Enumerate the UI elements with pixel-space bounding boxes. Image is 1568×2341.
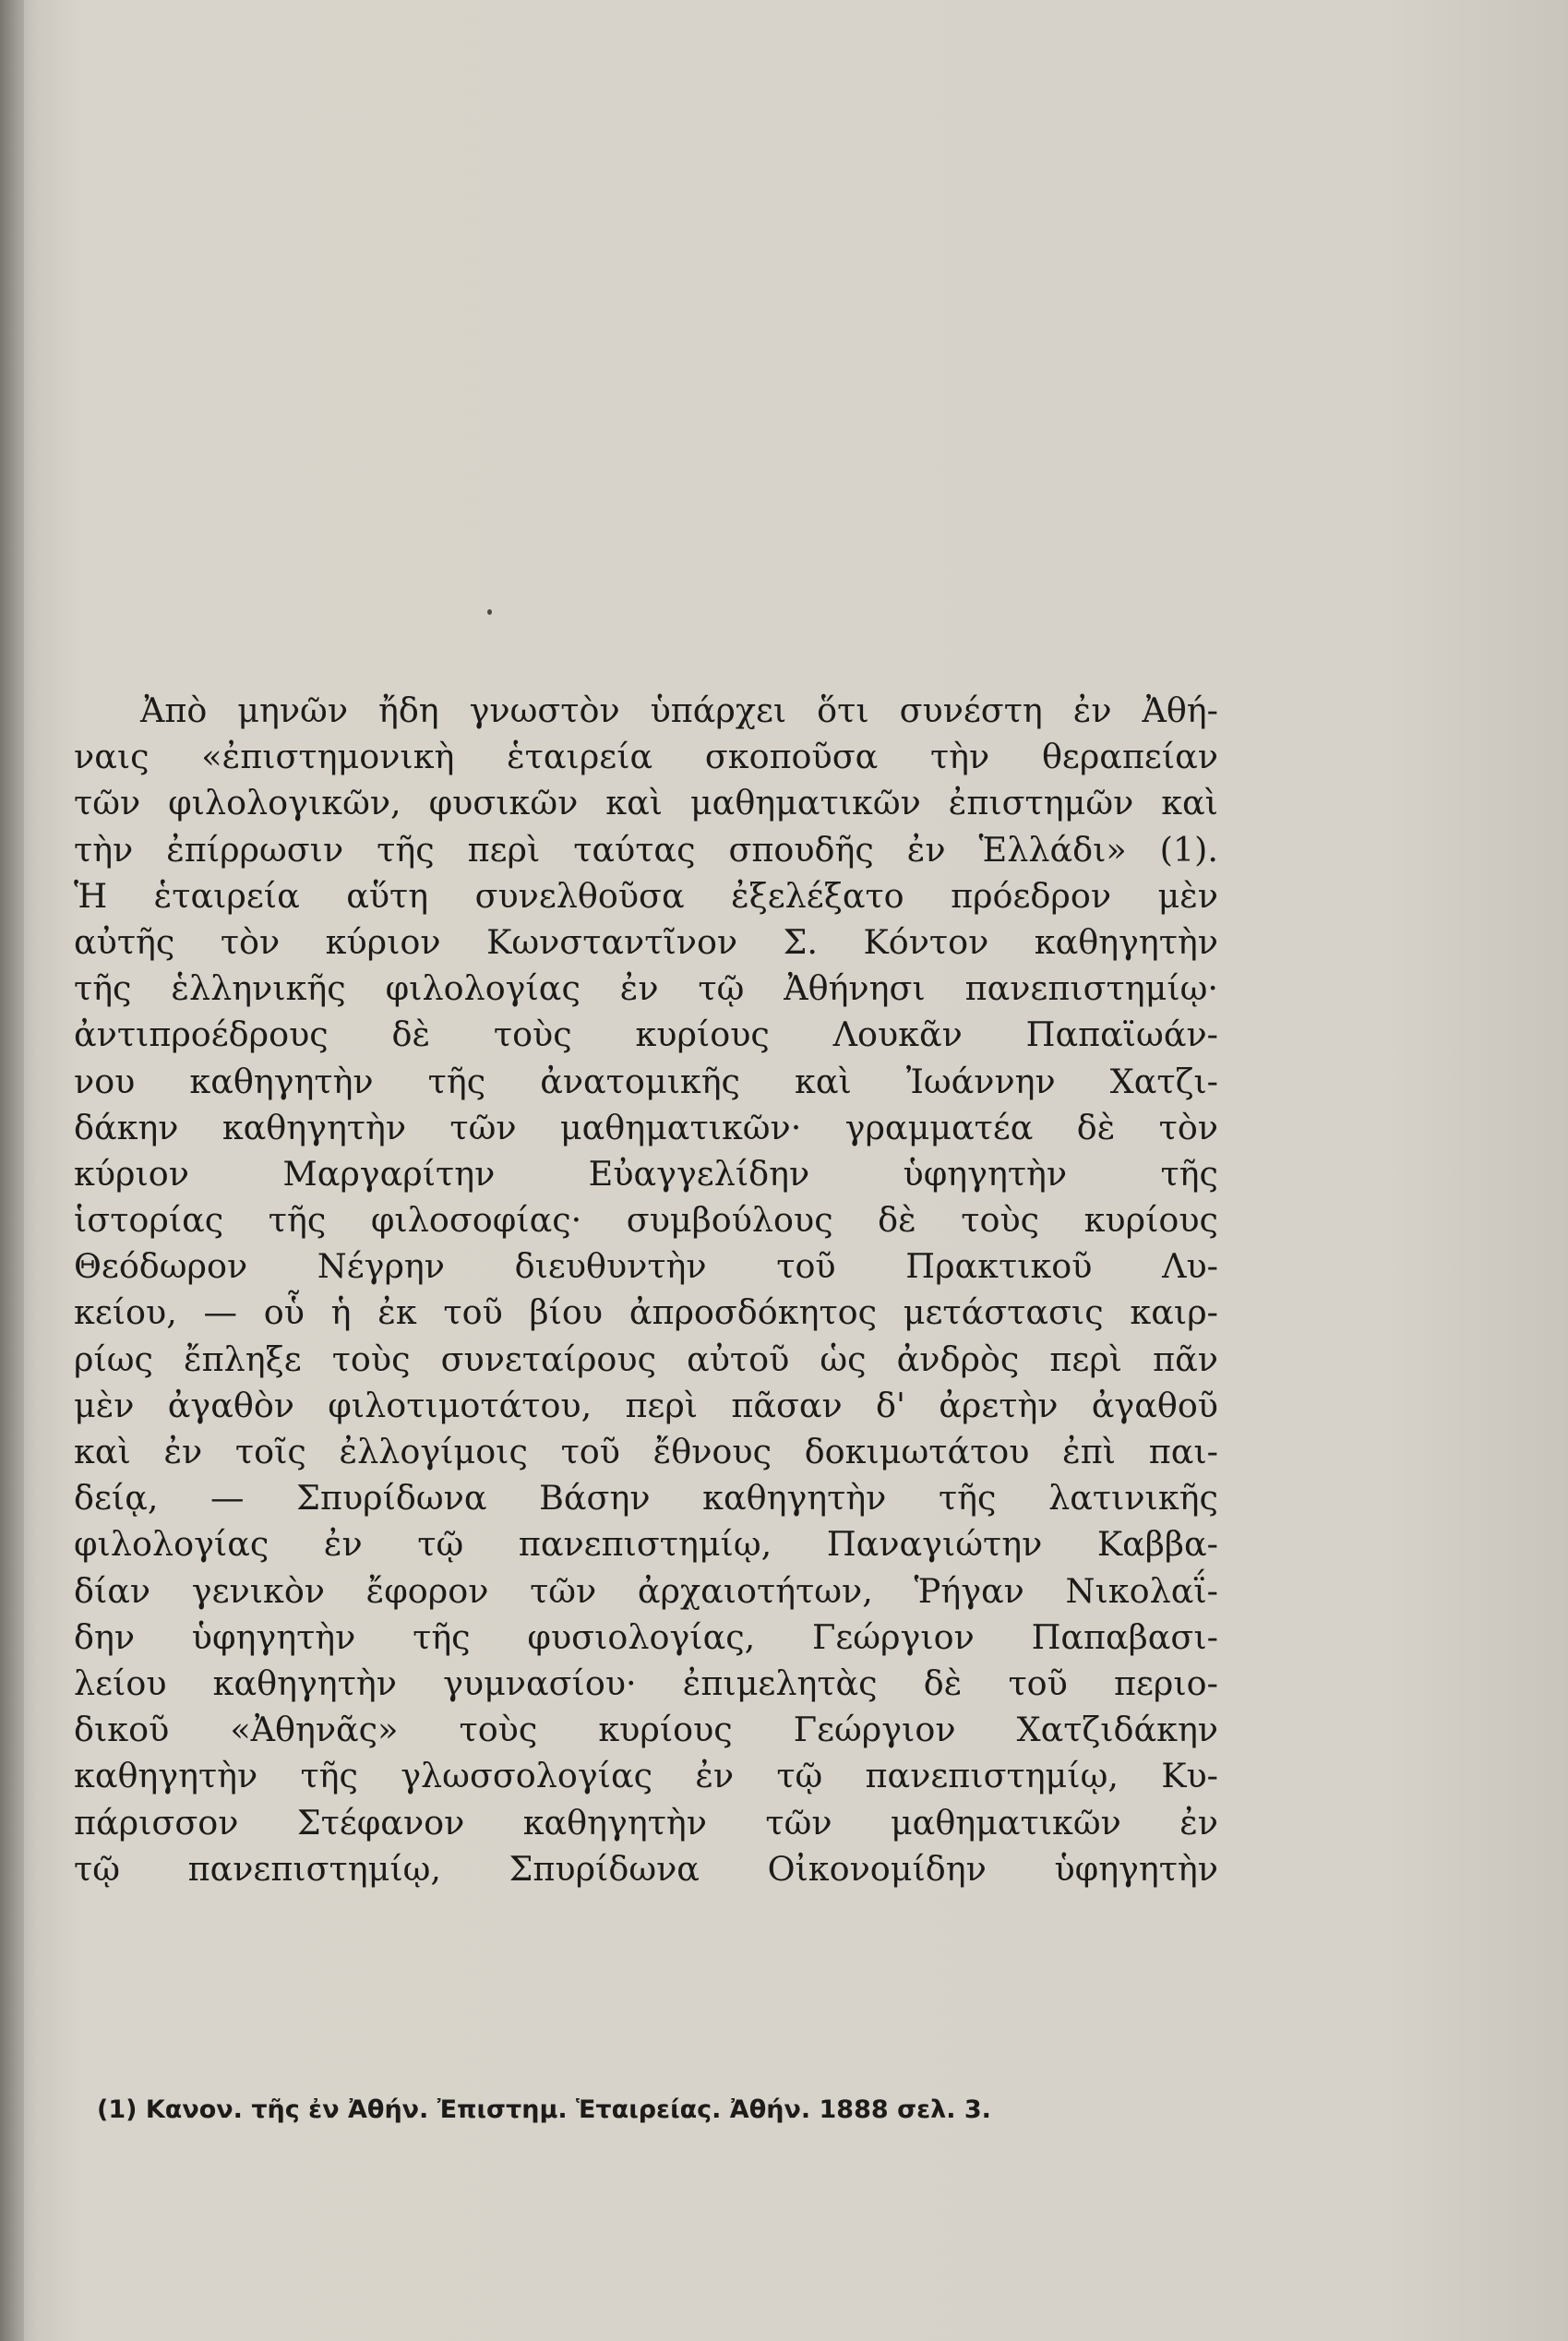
text-line: ἀντιπροέδρους δὲ τοὺς κυρίους Λουκᾶν Παπαϊωάν- — [74, 1014, 1218, 1055]
text-line: δικοῦ «Ἀθηνᾶς» τοὺς κυρίους Γεώργιον Χατζιδάκην — [74, 1710, 1218, 1750]
text-line: νου καθηγητὴν τῆς ἀνατομικῆς καὶ Ἰωάννην Χατζι- — [74, 1061, 1218, 1101]
text-line: τῆς ἑλληνικῆς φιλολογίας ἐν τῷ Ἀθήνησι πανεπιστημίῳ· — [74, 968, 1218, 1009]
text-line: αὐτῆς τὸν κύριον Κωνσταντῖνον Σ. Κόντον καθηγητὴν — [74, 921, 1218, 962]
text-line: λείου καθηγητὴν γυμνασίου· ἐπιμελητὰς δὲ τοῦ περιο- — [74, 1663, 1218, 1703]
text-line: ρίως ἔπληξε τοὺς συνεταίρους αὐτοῦ ὡς ἀνδρὸς περὶ πᾶν — [74, 1339, 1218, 1379]
footnote: (1) Κανον. τῆς ἐν Ἀθήν. Ἐπιστημ. Ἑταιρείας. Ἀθήν. 1888 σελ. 3. — [97, 2095, 991, 2124]
text-line: δάκην καθηγητὴν τῶν μαθηματικῶν· γραμματέα δὲ τὸν — [74, 1107, 1218, 1147]
text-line: μὲν ἀγαθὸν φιλοτιμοτάτου, περὶ πᾶσαν δ' ἀρετὴν ἀγαθοῦ — [74, 1385, 1218, 1425]
paper-speck — [487, 609, 492, 615]
text-line: Ἡ ἑταιρεία αὕτη συνελθοῦσα ἐξελέξατο πρόεδρον μὲν — [74, 875, 1218, 916]
text-line: δείᾳ, — Σπυρίδωνα Βάσην καθηγητὴν τῆς λατινικῆς — [74, 1478, 1218, 1519]
text-line: καθηγητὴν τῆς γλωσσολογίας ἐν τῷ πανεπιστημίῳ, Κυ- — [74, 1756, 1218, 1796]
text-line: ἱστορίας τῆς φιλοσοφίας· συμβούλους δὲ τοὺς κυρίους — [74, 1200, 1218, 1241]
text-line: δην ὑφηγητὴν τῆς φυσιολογίας, Γεώργιον Παπαβασι- — [74, 1616, 1218, 1657]
text-line: ναις «ἐπιστημονικὴ ἑταιρεία σκοποῦσα τὴν θεραπείαν — [74, 737, 1218, 777]
text-line: φιλολογίας ἐν τῷ πανεπιστημίῳ, Παναγιώτην Καββα- — [74, 1524, 1218, 1565]
text-line: καὶ ἐν τοῖς ἐλλογίμοις τοῦ ἔθνους δοκιμωτάτου ἐπὶ παι- — [74, 1432, 1218, 1471]
body-text — [74, 688, 1218, 1892]
text-line: τὴν ἐπίρρωσιν τῆς περὶ ταύτας σπουδῆς ἐν Ἑλλάδι» (1). — [74, 829, 1218, 870]
page-gutter-shadow — [0, 0, 24, 2341]
text-line: Ἀπὸ μηνῶν ἤδη γνωστὸν ὑπάρχει ὅτι συνέστη ἐν Ἀθή- — [140, 690, 1218, 730]
text-line: πάρισσον Στέφανον καθηγητὴν τῶν μαθηματικῶν ἐν — [74, 1802, 1218, 1843]
text-line: τῷ πανεπιστημίῳ, Σπυρίδωνα Οἰκονομίδην ὑφηγητὴν — [74, 1848, 1218, 1889]
text-line: Θεόδωρον Νέγρην διευθυντὴν τοῦ Πρακτικοῦ Λυ- — [74, 1246, 1218, 1287]
text-line: κείου, — οὗ ἡ ἐκ τοῦ βίου ἀπροσδόκητος μετάστασις καιρ- — [74, 1292, 1218, 1333]
text-line: κύριον Μαργαρίτην Εὐαγγελίδην ὑφηγητὴν τῆς — [74, 1153, 1218, 1194]
text-line: τῶν φιλολογικῶν, φυσικῶν καὶ μαθηματικῶν ἐπιστημῶν καὶ — [74, 783, 1218, 823]
text-line: δίαν γενικὸν ἔφορον τῶν ἀρχαιοτήτων, Ῥήγαν Νικολαΐ- — [74, 1570, 1218, 1611]
